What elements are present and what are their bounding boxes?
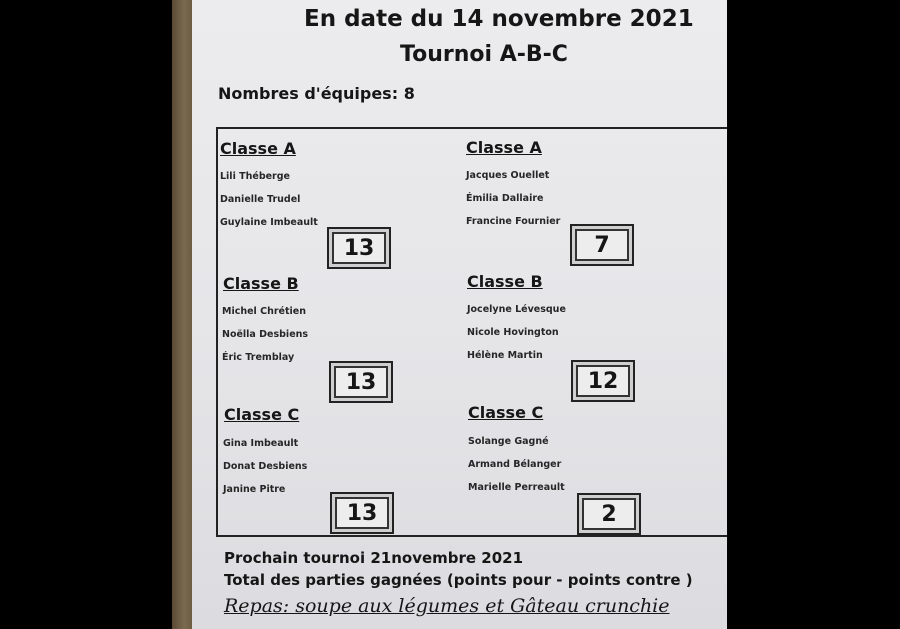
group-3-score-box	[329, 361, 393, 403]
group-6-player-1: Solange Gagné	[468, 436, 549, 447]
group-1-classe: Classe A	[220, 139, 296, 158]
group-6-player-2: Armand Bélanger	[468, 459, 562, 470]
date-heading: En date du 14 novembre 2021	[304, 6, 694, 32]
group-5-player-1: Gina Imbeault	[223, 438, 299, 449]
group-3-score: 13	[334, 366, 388, 398]
group-3-player-3: Éric Tremblay	[222, 352, 295, 363]
group-5-score-box	[330, 492, 394, 534]
group-3-player-2: Noëlla Desbiens	[222, 329, 309, 340]
group-3-classe: Classe B	[223, 274, 299, 293]
teams-value: 8	[403, 84, 415, 103]
group-6-score: 2	[582, 498, 636, 530]
group-4-score-box	[571, 360, 635, 402]
paper-sheet	[192, 0, 727, 629]
group-6-classe: Classe C	[468, 403, 544, 422]
group-4-player-3: Hélène Martin	[467, 350, 543, 361]
group-4-classe: Classe B	[467, 272, 543, 291]
group-1-score: 13	[332, 232, 386, 264]
group-2-player-3: Francine Fournier	[466, 216, 561, 227]
teams-count	[218, 84, 415, 103]
group-1-player-3: Guylaine Imbeault	[220, 217, 318, 228]
group-6-score-box	[577, 493, 641, 535]
group-2-score: 7	[575, 229, 629, 261]
group-5-player-3: Janine Pitre	[223, 484, 286, 495]
tournament-title: Tournoi A-B-C	[400, 42, 568, 67]
group-2-score-box	[570, 224, 634, 266]
group-2-classe: Classe A	[466, 138, 542, 157]
meal-note: Repas: soupe aux légumes et Gâteau crunchie	[224, 595, 670, 617]
next-tournament: Prochain tournoi 21novembre 2021	[224, 549, 524, 567]
teams-label: Nombres d'équipes:	[218, 84, 399, 103]
group-4-player-1: Jocelyne Lévesque	[467, 304, 566, 315]
group-5-player-2: Donat Desbiens	[223, 461, 308, 472]
total-games-note: Total des parties gagnées (points pour - points contre )	[224, 571, 693, 589]
group-1-score-box	[327, 227, 391, 269]
group-4-player-2: Nicole Hovington	[467, 327, 559, 338]
group-6-player-3: Marielle Perreault	[468, 482, 565, 493]
group-2-player-1: Jacques Ouellet	[466, 170, 550, 181]
group-1-player-1: Lili Théberge	[220, 171, 290, 182]
group-5-classe: Classe C	[224, 405, 300, 424]
group-2-player-2: Émilia Dallaire	[466, 193, 544, 204]
group-4-score: 12	[576, 365, 630, 397]
group-3-player-1: Michel Chrétien	[222, 306, 306, 317]
group-1-player-2: Danielle Trudel	[220, 194, 301, 205]
group-5-score: 13	[335, 497, 389, 529]
